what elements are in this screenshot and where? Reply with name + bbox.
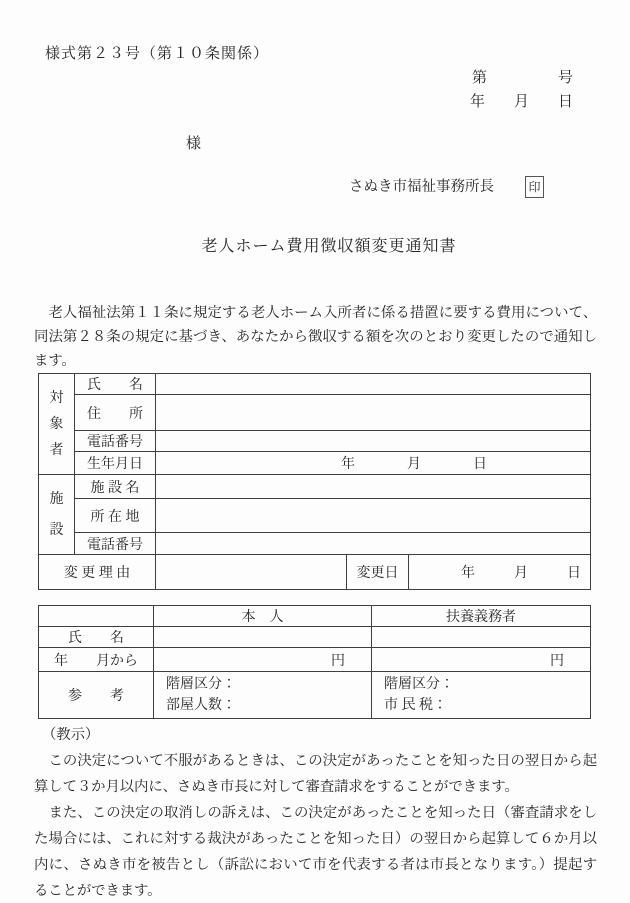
facility-name-label: 施 設 名 [75, 475, 156, 499]
body-paragraph: 老人福祉法第１１条に規定する老人ホーム入所者に係る措置に要する費用について、同法第２８条の規定に基づき、あなたから徴収する額を次のとおり変更したので通知します。 [34, 305, 597, 369]
facility-phone-value-cell [156, 533, 591, 555]
facility-address-label: 所 在 地 [75, 499, 156, 533]
person-group-cell [39, 374, 75, 475]
birthdate-label: 生年月日 [75, 452, 156, 475]
facility-group-label [39, 492, 74, 538]
facility-name-value-cell [156, 475, 591, 499]
name-label: 氏 名 [75, 374, 156, 395]
person-group-char: 象 [49, 416, 64, 432]
unit-day: 日 [473, 457, 487, 472]
ref-number-suffix: 号 [557, 70, 573, 86]
facility-group-char: 施 [49, 491, 64, 507]
fee-corner-cell [39, 606, 154, 627]
person-group-char: 対 [49, 390, 64, 406]
change-date-units [409, 562, 590, 582]
fee-person-name-cell [154, 627, 372, 648]
fee-supporter-amount-cell: 円 [372, 648, 591, 672]
page-title: 老人ホーム費用徴収額変更通知書 [201, 238, 457, 255]
supporter-citytax-label: 市 民 税： [384, 698, 447, 713]
fee-person-amount-cell: 円 [154, 648, 372, 672]
unit-day: 日 [567, 566, 581, 581]
address-label: 住 所 [75, 395, 156, 431]
facility-group-cell [39, 475, 75, 555]
ref-number-prefix: 第 [471, 70, 487, 86]
facility-group-char: 設 [49, 522, 64, 538]
birthdate-value-cell [156, 452, 591, 475]
fee-supporter-reference-cell [372, 672, 591, 719]
ref-date-year: 年 [469, 94, 485, 110]
name-value-cell [156, 374, 591, 395]
fee-from-label: 年 月から [39, 648, 154, 672]
issuer-row [349, 176, 630, 197]
appeal-notice [34, 722, 597, 903]
form-number: 様式第２３号（第１０条関係） [45, 46, 270, 62]
person-column-header: 本 人 [154, 606, 372, 627]
notice-paragraph-2: また、この決定の取消しの訴えは、この決定があったことを知った日（審査請求をした場合には、これに対する裁決があったことを知った日）の翌日から起算して６か月以内に、さぬき市を被告とし（訴訟において市を代表する者は市長となります。）提起することができます。 [34, 805, 597, 899]
ref-number-line [472, 66, 573, 90]
person-group-label [39, 391, 74, 458]
issuer-name: さぬき市福祉事務所長 [349, 178, 494, 195]
supporter-column-header: 扶養義務者 [372, 606, 591, 627]
unit-year: 年 [341, 457, 355, 472]
phone-value-cell [156, 431, 591, 452]
ref-date-day: 日 [557, 94, 573, 110]
notice-heading: （教示） [42, 727, 100, 743]
birthdate-units [156, 453, 590, 473]
person-roomcount-label: 部屋人数： [166, 698, 236, 713]
ref-date-month: 月 [513, 94, 529, 110]
change-date-value-cell [409, 555, 591, 590]
unit-month: 月 [514, 566, 528, 581]
recipient-honorific: 様 [186, 136, 202, 152]
change-reason-value-cell [156, 555, 347, 590]
subject-info-table [38, 373, 591, 590]
facility-phone-label: 電話番号 [75, 533, 156, 555]
notice-paragraph-1: この決定について不服があるときは、この決定があったことを知った日の翌日から起算して３か月以内に、さぬき市長に対して審査請求をすることができます。 [34, 753, 597, 795]
reference-block [0, 66, 573, 114]
supporter-tier-label: 階層区分： [384, 677, 454, 692]
change-reason-label: 変 更 理 由 [39, 555, 156, 590]
unit-month: 月 [407, 457, 421, 472]
facility-address-value-cell [156, 499, 591, 533]
fee-supporter-name-cell [372, 627, 591, 648]
seal-box [525, 176, 544, 198]
ref-date-line [470, 90, 573, 114]
fee-table [38, 605, 591, 719]
fee-person-reference-cell [154, 672, 372, 719]
change-date-label: 変更日 [347, 555, 409, 590]
address-value-cell [156, 395, 591, 431]
fee-name-label: 氏 名 [39, 627, 154, 648]
phone-label: 電話番号 [75, 431, 156, 452]
seal-mark: 印 [528, 179, 541, 194]
person-group-char: 者 [49, 442, 64, 458]
person-tier-label: 階層区分： [166, 677, 236, 692]
unit-year: 年 [461, 566, 475, 581]
fee-reference-label: 参 考 [39, 672, 154, 719]
